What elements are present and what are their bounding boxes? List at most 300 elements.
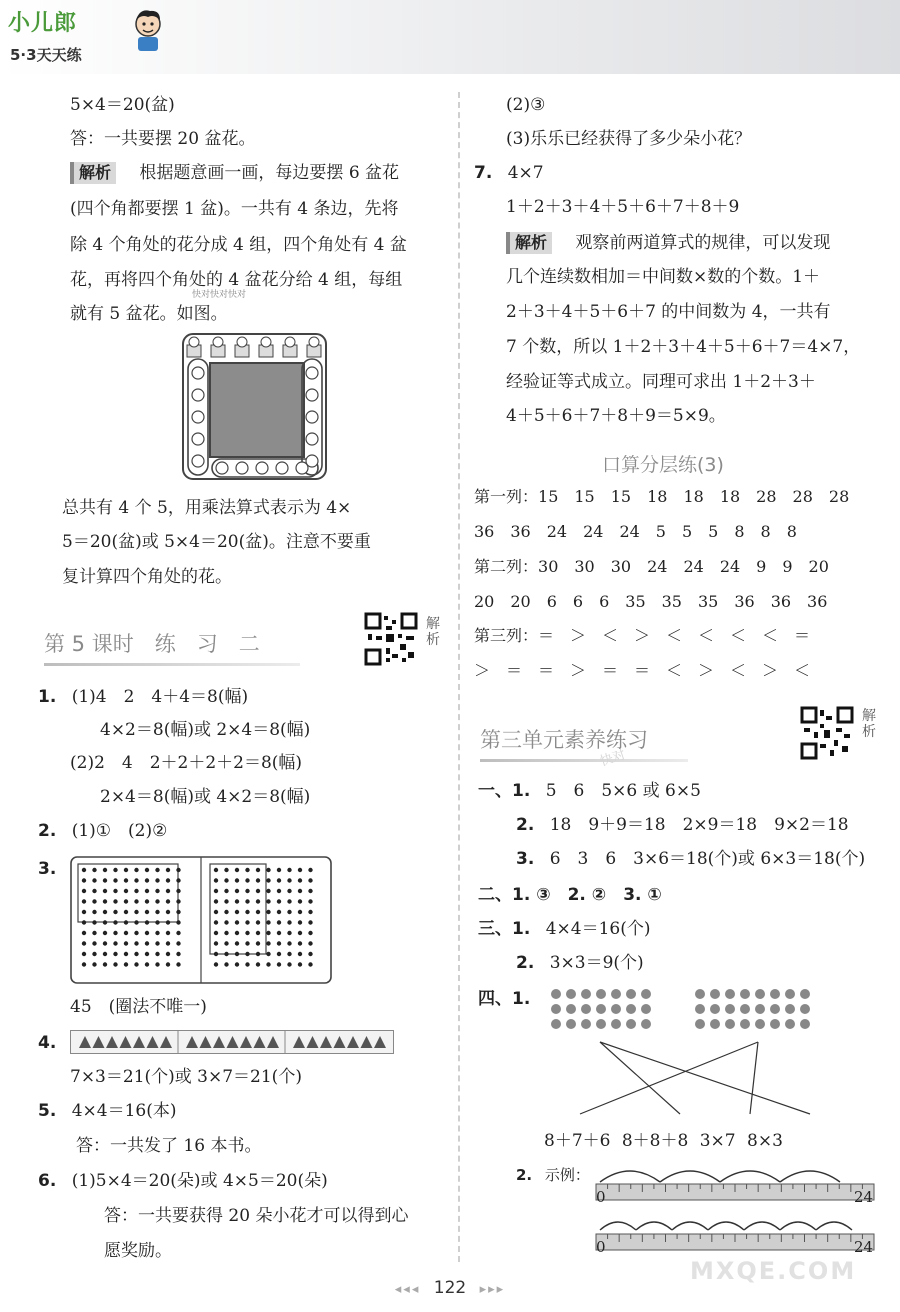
grid-dot (256, 878, 260, 882)
grid-dot (235, 889, 239, 893)
ruler-2-end-label: 24 (854, 1238, 874, 1256)
question-3-number: 3. (38, 859, 57, 879)
triangle-mark (227, 1036, 239, 1048)
oral-column-3: 第三列：＝ ＞ ＜ ＞ ＜ ＜ ＜ ＜ ＝ (474, 626, 811, 645)
grid-dot (245, 878, 249, 882)
grid-dot (176, 952, 180, 956)
grid-dot (596, 989, 606, 999)
triangle-mark (267, 1036, 279, 1048)
page-footer (0, 1278, 900, 1298)
grid-dot (82, 868, 86, 872)
watermark-stamp: 快对 (598, 747, 628, 770)
question-6-line: 答：一共要获得 20 朵小花才可以得到心 (104, 1206, 409, 1226)
grid-dot (176, 910, 180, 914)
grid-dot (155, 868, 159, 872)
grid-dot (155, 878, 159, 882)
grid-dot (124, 899, 128, 903)
grid-dot (755, 1019, 765, 1029)
section-4-q2: 2. 示例： (516, 1166, 590, 1184)
grid-dot (256, 910, 260, 914)
question-7-line: 1＋2＋3＋4＋5＋6＋7＋8＋9 (506, 197, 740, 217)
grid-dot (566, 1004, 576, 1014)
site-watermark: MXQE.COM (690, 1257, 857, 1285)
grid-dot (308, 931, 312, 935)
grid-dot (277, 941, 281, 945)
grid-dot (308, 899, 312, 903)
grid-dot (113, 878, 117, 882)
grid-dot (103, 910, 107, 914)
grid-dot (92, 878, 96, 882)
analysis-line: 几个连续数相加＝中间数×数的个数。1＋ (506, 267, 821, 287)
grid-dot (235, 910, 239, 914)
next-arrows-icon: ▸▸▸ (479, 1282, 506, 1297)
grid-dot (641, 989, 651, 999)
grid-dot (256, 889, 260, 893)
triangle-mark (106, 1036, 118, 1048)
dot-grid-diagram (70, 856, 332, 984)
page-number: 122 (433, 1278, 467, 1298)
grid-dot (245, 889, 249, 893)
grid-dot (155, 962, 159, 966)
grid-dot (785, 1019, 795, 1029)
grid-dot (103, 899, 107, 903)
grid-dot (124, 920, 128, 924)
triangle-mark (120, 1036, 132, 1048)
grid-dot (277, 899, 281, 903)
grid-dot (214, 889, 218, 893)
analysis-line: 就有 5 盆花。如图。 (70, 304, 228, 324)
grid-dot (124, 878, 128, 882)
grid-dot (134, 899, 138, 903)
grid-dot (277, 931, 281, 935)
grid-dot (176, 868, 180, 872)
grid-dot (224, 962, 228, 966)
grid-dot (113, 952, 117, 956)
question-3-answer: 45 (圈法不唯一) (70, 997, 207, 1017)
grid-dot (113, 899, 117, 903)
grid-dot (113, 868, 117, 872)
grid-dot (103, 952, 107, 956)
grid-dot (82, 910, 86, 914)
summary-line: 复计算四个角处的花。 (62, 567, 232, 587)
header-bar (0, 0, 900, 74)
answer-line: 答：一共要摆 20 盆花。 (70, 129, 256, 149)
matching-diagram (540, 984, 850, 1124)
grid-dot (235, 962, 239, 966)
grid-dot (581, 1019, 591, 1029)
analysis-line: 解析 根据题意画一画，每边要摆 6 盆花 (70, 162, 399, 184)
grid-dot (740, 1004, 750, 1014)
grid-dot (710, 1004, 720, 1014)
triangle-mark (374, 1036, 386, 1048)
analysis-line: (四个角都要摆 1 盆)。一共有 4 条边，先将 (70, 199, 399, 219)
question-1-line: (2)2 4 2＋2＋2＋2＝8(幅) (70, 753, 303, 773)
grid-dot (134, 889, 138, 893)
grid-dot (145, 910, 149, 914)
grid-dot (92, 910, 96, 914)
analysis-line: 经验证等式成立。同理可求出 1＋2＋3＋ (506, 372, 816, 392)
triangle-mark (293, 1036, 305, 1048)
grid-dot (134, 878, 138, 882)
grid-dot (755, 989, 765, 999)
grid-dot (266, 878, 270, 882)
grid-dot (256, 868, 260, 872)
question-1-line: 4×2＝8(幅)或 2×4＝8(幅) (100, 720, 311, 740)
grid-dot (298, 878, 302, 882)
grid-dot (214, 878, 218, 882)
question-4-number: 4. (38, 1033, 57, 1053)
grid-dot (92, 952, 96, 956)
oral-column-3-row-2: ＞ ＝ ＝ ＞ ＝ ＝ ＜ ＞ ＜ ＞ ＜ (474, 661, 811, 680)
grid-dot (770, 1019, 780, 1029)
grid-dot (92, 868, 96, 872)
grid-dot (145, 941, 149, 945)
grid-dot (224, 910, 228, 914)
section-4-q1: 四、1. (478, 989, 531, 1009)
grid-dot (134, 910, 138, 914)
answer-line: (2)③ (506, 95, 546, 115)
grid-dot (166, 941, 170, 945)
grid-dot (298, 910, 302, 914)
grid-dot (166, 889, 170, 893)
grid-dot (245, 868, 249, 872)
grid-dot (82, 878, 86, 882)
prev-arrows-icon: ◂◂◂ (394, 1282, 421, 1297)
analysis-tag: 解析 (70, 162, 116, 184)
triangle-mark (147, 1036, 159, 1048)
grid-dot (308, 868, 312, 872)
grid-dot (298, 868, 302, 872)
grid-dot (235, 878, 239, 882)
grid-dot (235, 868, 239, 872)
grid-dot (725, 1019, 735, 1029)
grid-dot (224, 952, 228, 956)
triangle-mark (361, 1036, 373, 1048)
grid-dot (176, 962, 180, 966)
grid-dot (145, 962, 149, 966)
grid-dot (155, 931, 159, 935)
oral-column-2: 第二列：30 30 30 24 24 24 9 9 20 (474, 557, 829, 576)
question-6-line: 愿奖励。 (104, 1241, 172, 1261)
grid-dot (224, 920, 228, 924)
grid-dot (103, 931, 107, 935)
grid-dot (155, 899, 159, 903)
triangle-mark (160, 1036, 172, 1048)
grid-dot (214, 941, 218, 945)
grid-dot (124, 941, 128, 945)
grid-dot (176, 920, 180, 924)
grid-dot (740, 1019, 750, 1029)
grid-dot (113, 931, 117, 935)
grid-dot (214, 931, 218, 935)
mascot-icon (130, 8, 166, 52)
grid-dot (245, 910, 249, 914)
grid-dot (626, 1004, 636, 1014)
grid-dot (266, 952, 270, 956)
triangle-mark (347, 1036, 359, 1048)
grid-dot (308, 910, 312, 914)
qr-label: 解析 (426, 616, 440, 648)
grid-dot (134, 931, 138, 935)
grid-dot (134, 920, 138, 924)
grid-dot (155, 889, 159, 893)
grid-dot (166, 920, 170, 924)
unit-title: 第三单元素养练习 (480, 724, 648, 754)
grid-dot (176, 878, 180, 882)
section-1-q2: 2. 18 9＋9＝18 2×9＝18 9×2＝18 (516, 815, 849, 835)
grid-dot (641, 1019, 651, 1029)
grid-dot (298, 889, 302, 893)
grid-dot (277, 878, 281, 882)
grid-dot (298, 962, 302, 966)
analysis-line: 2＋3＋4＋5＋6＋7 的中间数为 4，一共有 (506, 302, 831, 322)
grid-dot (166, 910, 170, 914)
oral-column-1: 第一列：15 15 15 18 18 18 28 28 28 (474, 487, 850, 506)
answer-line: 5×4＝20(盆) (70, 95, 175, 115)
oral-column-1-row-2: 36 36 24 24 24 5 5 5 8 8 8 (474, 522, 797, 541)
grid-dot (566, 989, 576, 999)
grid-dot (176, 941, 180, 945)
section-1-q3: 3. 6 3 6 3×6＝18(个)或 6×3＝18(个) (516, 849, 866, 869)
matching-expressions: 8＋7＋6 8＋8＋8 3×7 8×3 (544, 1131, 783, 1151)
grid-dot (725, 989, 735, 999)
section-1-q1: 一、1. 5 6 5×6 或 6×5 (478, 781, 701, 801)
grid-dot (256, 952, 260, 956)
triangle-mark (320, 1036, 332, 1048)
grid-dot (256, 962, 260, 966)
grid-dot (166, 868, 170, 872)
grid-dot (245, 931, 249, 935)
grid-dot (145, 920, 149, 924)
answer-line: (3)乐乐已经获得了多少朵小花？ (506, 129, 752, 149)
grid-dot (755, 1004, 765, 1014)
summary-line: 总共有 4 个 5，用乘法算式表示为 4× (62, 498, 352, 518)
grid-dot (92, 962, 96, 966)
grid-dot (82, 941, 86, 945)
analysis-line: 花，再将四个角处的 4 盆花分给 4 组，每组 (70, 270, 403, 290)
question-2: 2. (1)① (2)② (38, 821, 168, 841)
triangle-mark (93, 1036, 105, 1048)
grid-dot (145, 868, 149, 872)
grid-dot (155, 910, 159, 914)
grid-dot (770, 989, 780, 999)
grid-dot (124, 868, 128, 872)
grid-dot (134, 952, 138, 956)
grid-dot (134, 868, 138, 872)
grid-dot (134, 941, 138, 945)
grid-dot (695, 1019, 705, 1029)
grid-dot (725, 1004, 735, 1014)
grid-dot (214, 899, 218, 903)
grid-dot (245, 899, 249, 903)
grid-dot (298, 920, 302, 924)
grid-dot (277, 868, 281, 872)
grid-dot (82, 899, 86, 903)
ruler-end-label: 24 (854, 1188, 874, 1206)
grid-dot (287, 878, 291, 882)
grid-dot (235, 941, 239, 945)
section-3-q1: 三、1. 4×4＝16(个) (478, 919, 651, 939)
grid-dot (166, 931, 170, 935)
grid-dot (695, 989, 705, 999)
grid-dot (740, 989, 750, 999)
grid-dot (581, 989, 591, 999)
grid-dot (82, 920, 86, 924)
grid-dot (800, 1004, 810, 1014)
grid-dot (710, 989, 720, 999)
grid-dot (277, 910, 281, 914)
grid-dot (224, 868, 228, 872)
column-divider (458, 92, 460, 1262)
grid-dot (298, 931, 302, 935)
grid-dot (224, 899, 228, 903)
grid-dot (92, 941, 96, 945)
grid-dot (266, 962, 270, 966)
grid-dot (266, 899, 270, 903)
section-2: 二、1. ③ 2. ② 3. ① (478, 885, 662, 905)
grid-dot (551, 1019, 561, 1029)
grid-dot (214, 962, 218, 966)
grid-dot (245, 920, 249, 924)
grid-dot (145, 952, 149, 956)
triangle-mark (334, 1036, 346, 1048)
grid-dot (287, 868, 291, 872)
triangle-mark (240, 1036, 252, 1048)
grid-dot (245, 962, 249, 966)
grid-dot (124, 910, 128, 914)
grid-dot (308, 962, 312, 966)
grid-dot (113, 889, 117, 893)
grid-dot (266, 910, 270, 914)
triangle-mark (307, 1036, 319, 1048)
grid-dot (166, 899, 170, 903)
grid-dot (176, 889, 180, 893)
grid-dot (124, 962, 128, 966)
grid-dot (308, 952, 312, 956)
grid-dot (266, 941, 270, 945)
grid-dot (134, 962, 138, 966)
grid-dot (166, 878, 170, 882)
grid-dot (113, 910, 117, 914)
analysis-line: 除 4 个角处的花分成 4 组，四个角处有 4 盆 (70, 235, 407, 255)
triangle-bar (70, 1030, 394, 1054)
grid-dot (82, 889, 86, 893)
grid-dot (155, 920, 159, 924)
qr-code-icon[interactable] (800, 706, 854, 760)
grid-dot (308, 889, 312, 893)
grid-dot (103, 941, 107, 945)
grid-dot (92, 899, 96, 903)
triangle-mark (213, 1036, 225, 1048)
grid-dot (287, 920, 291, 924)
grid-dot (611, 1004, 621, 1014)
grid-dot (245, 952, 249, 956)
grid-dot (103, 889, 107, 893)
grid-dot (287, 952, 291, 956)
grid-dot (287, 962, 291, 966)
grid-dot (145, 931, 149, 935)
grid-dot (214, 952, 218, 956)
grid-dot (235, 931, 239, 935)
qr-code-icon[interactable] (364, 612, 418, 666)
grid-dot (82, 952, 86, 956)
grid-dot (224, 941, 228, 945)
analysis-tag: 解析 (506, 232, 552, 254)
grid-dot (235, 920, 239, 924)
grid-dot (92, 920, 96, 924)
grid-dot (277, 889, 281, 893)
triangle-mark (200, 1036, 212, 1048)
question-1: 1. (1)4 2 4＋4＝8(幅) (38, 687, 249, 707)
grid-dot (551, 989, 561, 999)
grid-dot (551, 1004, 561, 1014)
grid-dot (235, 952, 239, 956)
ruler-2-start-label: 0 (596, 1238, 606, 1256)
grid-dot (103, 920, 107, 924)
grid-dot (710, 1019, 720, 1029)
grid-dot (103, 962, 107, 966)
grid-dot (298, 941, 302, 945)
grid-dot (581, 1004, 591, 1014)
grid-dot (92, 931, 96, 935)
grid-dot (277, 962, 281, 966)
triangle-mark (186, 1036, 198, 1048)
section-3-q2: 2. 3×3＝9(个) (516, 953, 644, 973)
grid-dot (256, 931, 260, 935)
grid-dot (308, 920, 312, 924)
grid-dot (113, 920, 117, 924)
grid-dot (626, 989, 636, 999)
grid-dot (214, 868, 218, 872)
question-5-line: 答：一共发了 16 本书。 (76, 1136, 262, 1156)
grid-dot (287, 910, 291, 914)
grid-dot (256, 941, 260, 945)
grid-dot (166, 962, 170, 966)
summary-line: 5＝20(盆)或 5×4＝20(盆)。注意不要重 (62, 532, 371, 552)
grid-dot (103, 868, 107, 872)
grid-dot (308, 941, 312, 945)
grid-dot (611, 1019, 621, 1029)
grid-dot (298, 952, 302, 956)
brand-logo: 小儿郎 (8, 11, 78, 36)
grid-dot (277, 920, 281, 924)
question-4-answer: 7×3＝21(个)或 3×7＝21(个) (70, 1067, 302, 1087)
grid-dot (224, 889, 228, 893)
ruler-start-label: 0 (596, 1188, 606, 1206)
grid-dot (641, 1004, 651, 1014)
grid-dot (770, 1004, 780, 1014)
grid-dot (256, 920, 260, 924)
grid-dot (266, 868, 270, 872)
grid-dot (800, 989, 810, 999)
grid-dot (611, 989, 621, 999)
grid-dot (287, 889, 291, 893)
grid-dot (224, 878, 228, 882)
grid-dot (245, 941, 249, 945)
triangle-mark (133, 1036, 145, 1048)
watermark-small: 快对快对快对 (192, 290, 247, 300)
grid-dot (166, 952, 170, 956)
grid-dot (235, 899, 239, 903)
grid-dot (266, 931, 270, 935)
grid-dot (287, 931, 291, 935)
grid-dot (82, 931, 86, 935)
triangle-mark (79, 1036, 91, 1048)
question-5: 5. 4×4＝16(本) (38, 1101, 177, 1121)
lesson-title: 第 5 课时 练 习 二 (44, 628, 260, 658)
flower-square-diagram (182, 333, 328, 481)
grid-dot (287, 899, 291, 903)
